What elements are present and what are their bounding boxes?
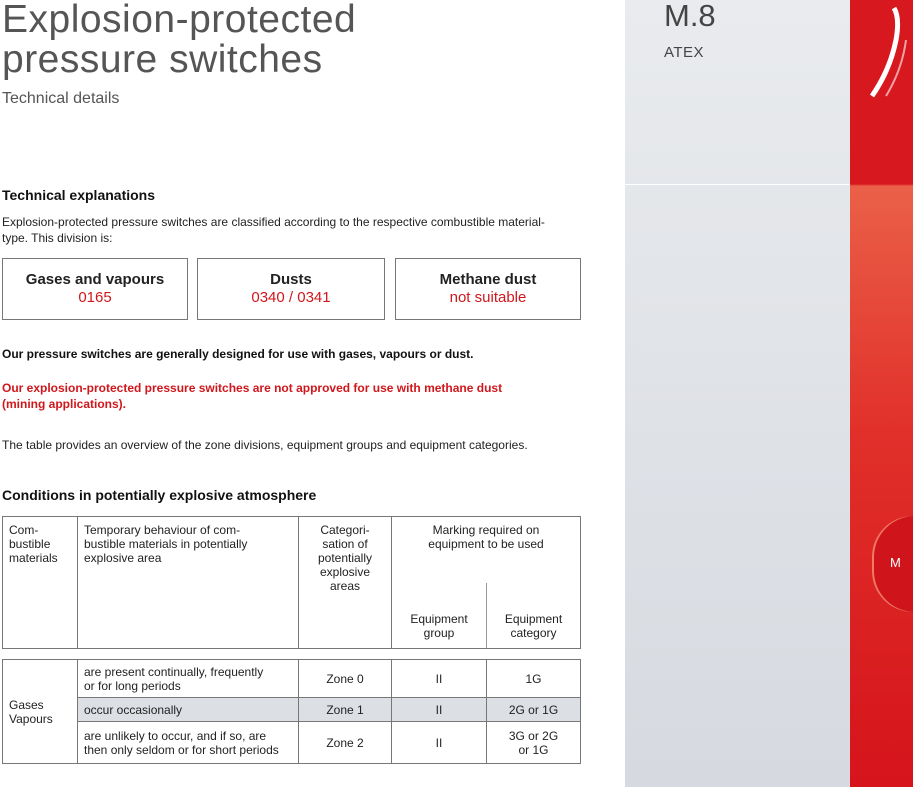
behaviour-cell: occur occasionally bbox=[78, 698, 299, 722]
material-cell: Gases Vapours bbox=[3, 660, 78, 764]
zone-cell: Zone 2 bbox=[299, 722, 392, 764]
page-subtitle: Technical details bbox=[2, 90, 120, 107]
table-row bbox=[3, 722, 581, 764]
header-equipment-category: Equipment category bbox=[487, 583, 581, 649]
table-row bbox=[3, 660, 581, 698]
header-equipment-group: Equipment group bbox=[392, 583, 487, 649]
intro-paragraph: Explosion-protected pressure switches are classified according to the respective combustible material- type. This division is: bbox=[2, 215, 545, 245]
suco-logo bbox=[850, 0, 913, 110]
side-panel-divider bbox=[625, 184, 850, 185]
overview-note: The table provides an overview of the zone divisions, equipment groups and equipment categories. bbox=[2, 438, 528, 452]
section-label: ATEX bbox=[664, 44, 705, 61]
zones-table-body bbox=[2, 659, 581, 764]
category-cell: 3G or 2G or 1G bbox=[487, 722, 581, 764]
chapter-tab-letter: M bbox=[890, 555, 901, 570]
table-row bbox=[3, 698, 581, 722]
group-cell: II bbox=[392, 722, 487, 764]
group-cell: II bbox=[392, 660, 487, 698]
behaviour-cell: are present continually, frequently or for long periods bbox=[78, 660, 299, 698]
section-code: M.8 bbox=[664, 0, 716, 33]
methane-warning: Our explosion-protected pressure switches are not approved for use with methane dust (mining applications). bbox=[2, 381, 503, 411]
brand-bar bbox=[850, 0, 913, 787]
header-materials: Com- bustible materials bbox=[3, 517, 78, 649]
general-note: Our pressure switches are generally designed for use with gases, vapours or dust. bbox=[2, 347, 474, 361]
box-dusts: Dusts 0340 / 0341 bbox=[197, 258, 385, 320]
page-title: Explosion-protected pressure switches bbox=[2, 0, 357, 81]
header-categorisation: Categori- sation of potentially explosive areas bbox=[299, 517, 392, 649]
box-methane-dust: Methane dust not suitable bbox=[395, 258, 581, 320]
box-gases-vapours: Gases and vapours 0165 bbox=[2, 258, 188, 320]
zones-table-header bbox=[2, 516, 581, 649]
header-marking: Marking required on equipment to be used bbox=[392, 517, 581, 583]
conditions-heading: Conditions in potentially explosive atmosphere bbox=[2, 487, 317, 503]
header-behaviour: Temporary behaviour of com- bustible materials in potentially explosive area bbox=[78, 517, 299, 649]
zone-cell: Zone 1 bbox=[299, 698, 392, 722]
category-cell: 1G bbox=[487, 660, 581, 698]
side-panel bbox=[625, 0, 850, 787]
group-cell: II bbox=[392, 698, 487, 722]
category-cell: 2G or 1G bbox=[487, 698, 581, 722]
technical-explanations-heading: Technical explanations bbox=[2, 187, 156, 203]
zone-cell: Zone 0 bbox=[299, 660, 392, 698]
behaviour-cell: are unlikely to occur, and if so, are then only seldom or for short periods bbox=[78, 722, 299, 764]
